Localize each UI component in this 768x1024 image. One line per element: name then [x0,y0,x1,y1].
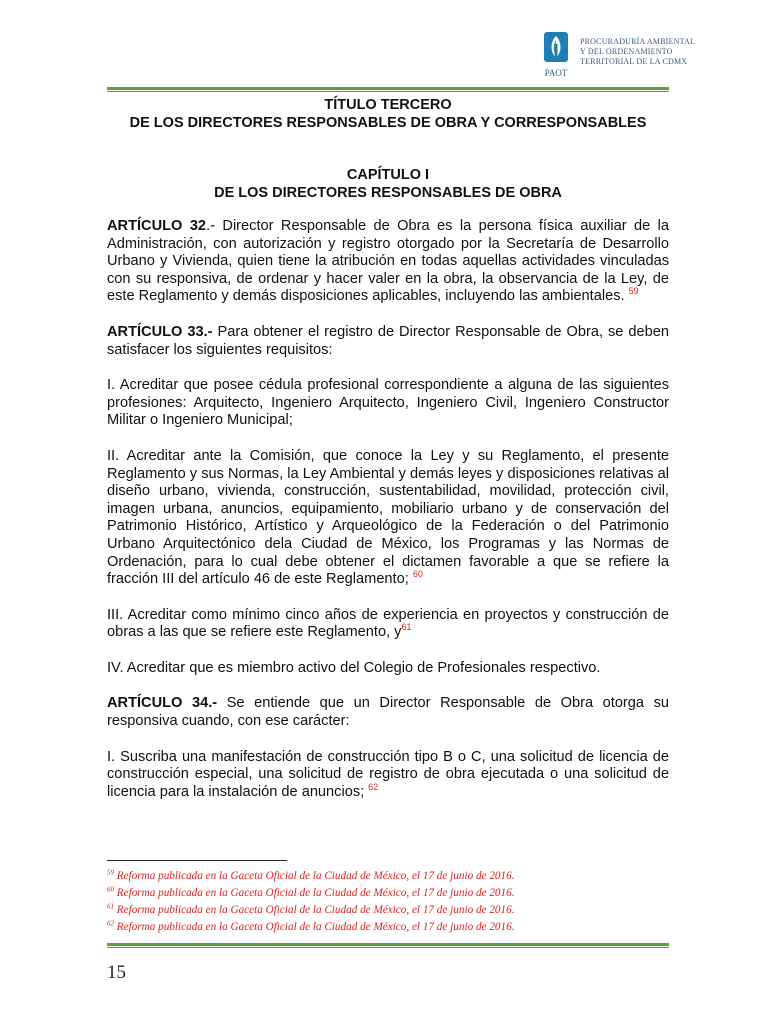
logo-line: PROCURADURÍA AMBIENTAL [580,37,696,46]
article-32 [107,218,669,306]
paot-logo [538,30,718,80]
article-33 [107,324,669,359]
footnote-text: Reforma publicada en la Gaceta Oficial de la Ciudad de México, el 17 de junio de 2016. [116,921,515,933]
titulo-line-2: DE LOS DIRECTORES RESPONSABLES DE OBRA Y CORRESPONSABLES [129,115,647,131]
logo-text [580,37,695,67]
article-label: ARTÍCULO 32 [107,218,207,234]
document-body [107,96,669,801]
footnote-number: 60 [107,885,114,894]
footnote-text: Reforma publicada en la Gaceta Oficial de la Ciudad de México, el 17 de junio de 2016. [116,904,515,916]
page-header [0,0,768,95]
footnote-number: 61 [107,902,114,911]
capitulo-line-2: DE LOS DIRECTORES RESPONSABLES DE OBRA [214,185,562,201]
logo-abbreviation: PAOT [544,68,568,78]
logo-line: Y DEL ORDENAMIENTO [580,47,673,56]
footnote [107,885,669,902]
footer-rule [107,943,669,946]
capitulo-line-1: CAPÍTULO I [346,167,430,183]
header-rule [107,87,669,90]
footnote-number: 62 [107,919,114,928]
footnote [107,868,669,885]
footnote [107,919,669,936]
requirement-item [107,377,669,430]
requirement-item [107,448,669,589]
article-34 [107,695,669,730]
item-text: IV. Acreditar que es miembro activo del Colegio de Profesionales respectivo. [107,659,601,676]
responsiva-item [107,749,669,802]
article-text: .- Director Responsable de Obra es la persona física auxiliar de la Administración, con autorización y registro otorgado por la Secretaría de Desarrollo Urbano y Vivienda, quien tiene la atribución en todas aquellas actividades vinculadas con su responsiva, de ordenar y hacer valer en la obra, la observancia de la Ley, de este Reglamento y demás disposiciones aplicables, incluyendo las ambientales. [107,218,669,305]
footnote-text: Reforma publicada en la Gaceta Oficial de la Ciudad de México, el 17 de junio de 2016. [116,887,515,899]
page-number: 15 [107,962,126,983]
footnote-ref: 62 [368,781,379,792]
item-text: II. Acreditar ante la Comisión, que conoce la Ley y su Reglamento, el presente Reglamento y sus Normas, la Ley Ambiental y demás leyes y disposiciones relativas al diseño urbano, vivienda, construcción, sustentabilidad, movilidad, protección civil, imagen urbana, anuncios, equipamiento, mobiliario urbano y de conservación del Patrimonio Histórico, Artístico y Arqueológico de la Federación o del Patrimonio Urbano Arquitectónico dela Ciudad de México, los Programas y las Normas de Ordenación, para lo cual debe obtener el dictamen favorable a que se refiere la fracción III del artículo 46 de este Reglamento; [107,447,669,588]
requirement-item [107,660,669,678]
footnote-ref: 59 [628,286,639,297]
header-rule-thin [107,91,669,92]
footnote-text: Reforma publicada en la Gaceta Oficial de la Ciudad de México, el 17 de junio de 2016. [116,870,515,882]
footnote-separator [107,860,287,861]
item-text: III. Acreditar como mínimo cinco años de experiencia en proyectos y construcción de obras a las que se refiere este Reglamento, y [107,606,669,641]
item-text: I. Suscriba una manifestación de construcción tipo B o C, una solicitud de licencia de construcción especial, una solicitud de registro de obra ejecutada o una solicitud de licencia para la instalación de anuncios; [107,748,669,800]
article-text: Para obtener el registro de Director Responsable de Obra, se deben satisfacer los siguientes requisitos: [107,323,669,358]
titulo-line-1: TÍTULO TERCERO [324,97,452,113]
logo-line: TERRITORIAL DE LA CDMX [580,57,688,66]
article-text: Se entiende que un Director Responsable de Obra otorga su responsiva cuando, con ese carácter: [107,695,670,730]
footnote-ref: 61 [401,622,412,633]
footer-rule-thin [107,947,669,948]
footnote-number: 59 [107,868,114,877]
footnote-ref: 60 [412,569,423,580]
footnotes [107,868,669,936]
article-label: ARTÍCULO 33.- [107,323,213,340]
item-text: I. Acreditar que posee cédula profesional correspondiente a alguna de las siguientes profesiones: Arquitecto, Ingeniero Arquitecto, Ingeniero Civil, Ingeniero Constructor Militar o Ingeniero Municipal; [107,377,669,429]
article-label: ARTÍCULO 34.- [107,695,218,712]
requirement-item [107,607,669,642]
footnote [107,902,669,919]
